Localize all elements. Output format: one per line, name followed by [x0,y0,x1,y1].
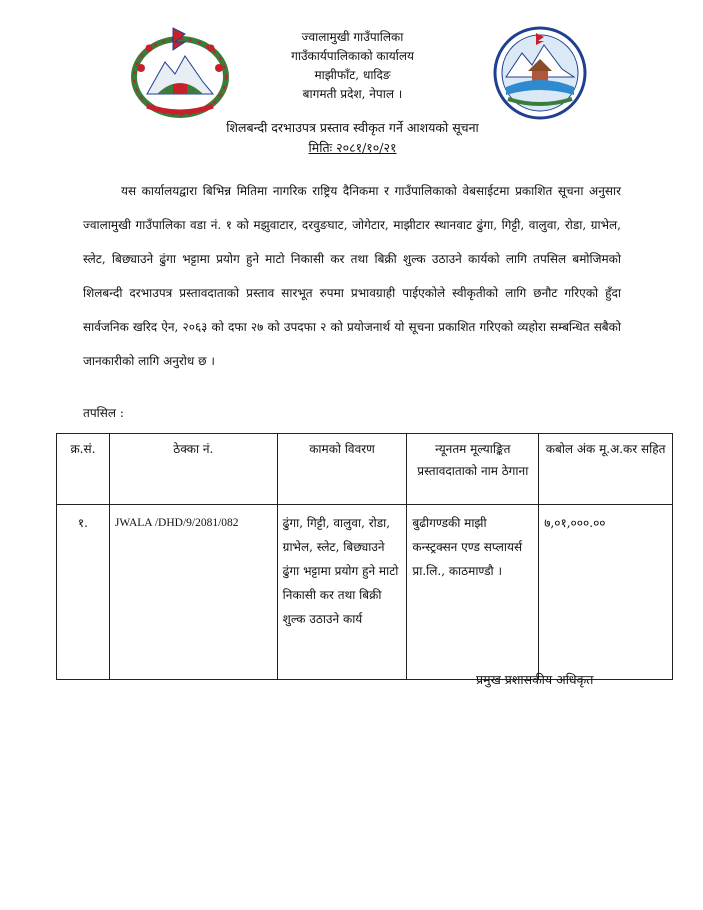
cell-work-description: ढुंगा, गिट्टी, वालुवा, रोडा, ग्राभेल, स्लेट, बिछ्याउने ढुंगा भट्टामा प्रयोग हुने माटो निकासी कर तथा बिक्री शुल्क उठाउने कार्य [277,505,407,680]
table-row [57,505,673,680]
notice-date: मितिः २०८१/१०/२१ [308,140,397,155]
col-header-serial: क्र.सं. [57,434,110,505]
cell-serial: १. [57,505,110,680]
table-header-row [57,434,673,505]
header-office-name: गाउँकार्यपालिकाको कार्यालय [291,49,414,63]
col-header-bid-amount: कबोल अंक मू.अ.कर सहित [539,434,673,505]
cell-contract-no: JWALA /DHD/9/2081/082 [109,505,277,680]
signatory-title: प्रमुख प्रशासकीय अधिकृत [476,672,594,687]
office-header [180,28,525,104]
col-header-work-description: कामको विवरण [277,434,407,505]
cell-bid-amount: ७,०१,०००.०० [539,505,673,680]
col-header-contract-no: ठेक्का नं. [109,434,277,505]
header-municipality-name: ज्वालामुखी गाउँपालिका [301,30,404,44]
contract-table [56,433,673,680]
header-province: बागमती प्रदेश, नेपाल । [302,87,403,101]
schedule-label: तपसिल : [83,406,124,420]
col-header-bidder: न्यूनतम मूल्याङ्कित प्रस्तावदाताको नाम ठेगाना [407,434,539,505]
header-address: माझीफाँट, धादिङ [314,68,391,82]
notice-title: शिलबन्दी दरभाउपत्र प्रस्ताव स्वीकृत गर्ने आशयको सूचना [226,120,479,135]
notice-body-paragraph: यस कार्यालयद्वारा बिभिन्न मितिमा नागरिक राष्ट्रिय दैनिकमा र गाउँपालिकाको वेबसाईटमा प्रकाशित सूचना अनुसार ज्वालामुखी गाउँपालिका वडा नं. १ को मझुवाटार, दरवुङघाट, जोगेटार, माझीटार स्थानवाट ढुंगा, गिट्टी, वालुवा, रोडा, ग्राभेल, स्लेट, बिछ्याउने ढुंगा भट्टामा प्रयोग हुने माटो निकासी कर तथा बिक्री शुल्क उठाउने कार्यको लागि तपसिल बमोजिमको शिलबन्दी दरभाउपत्र प्रस्तावदाताको प्रस्ताव सारभूत रुपमा प्रभावग्राही पाईएकोले स्वीकृतीको लागि छनौट गरिएको हुँदा सार्वजनिक खरिद ऐन, २०६३ को दफा २७ को उपदफा २ को प्रयोजनार्थ यो सूचना प्रकाशित गरिएको व्यहोरा सम्बन्धित सबैको जानकारीको लागि अनुरोध छ । [83,184,621,368]
cell-bidder: बुढीगण्डकी माझी कन्स्ट्रक्सन एण्ड सप्लायर्स प्रा.लि., काठमाण्डौ । [407,505,539,680]
